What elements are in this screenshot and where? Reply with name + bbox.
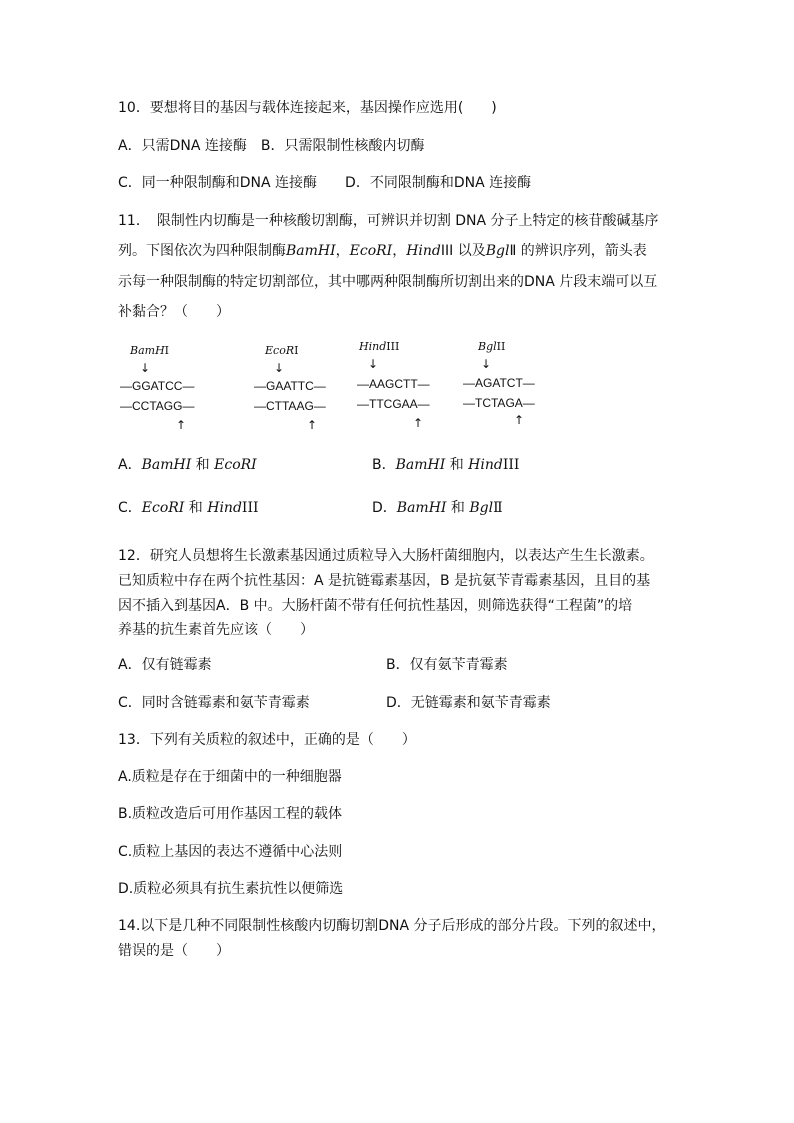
q10-stem: 10．要想将目的基因与载体连接起来，基因操作应选用( ) xyxy=(118,100,497,116)
q11-hind-name: Hind xyxy=(406,243,441,259)
q13-option-c: C.质粒上基因的表达不遵循中心法则 xyxy=(118,844,343,860)
sequence-bottom-bglii: —TCTAGA— xyxy=(463,396,535,410)
q13-stem: 13．下列有关质粒的叙述中，正确的是（ ） xyxy=(118,732,416,748)
q11-option-b: B．BamHI 和 HindIII xyxy=(372,457,520,473)
sequence-bottom-bamhi: —CCTAGG— xyxy=(120,399,195,413)
q12-line-1: 12．研究人员想将生长激素基因通过质粒导入大肠杆菌细胞内，以表达产生生长激素。 xyxy=(118,548,654,564)
cut-arrow-up-icon: ↑ xyxy=(413,416,424,430)
enzyme-label-hindiii: HindIII xyxy=(359,340,400,353)
q11-bgl-name: Bgl xyxy=(485,243,510,259)
cut-arrow-down-icon: ↓ xyxy=(274,361,285,375)
q12-line-3: 因不插入到基因A．B 中。大肠杆菌不带有任何抗性基因，则筛选获得“工程菌”的培 xyxy=(118,598,633,614)
cut-arrow-down-icon: ↓ xyxy=(481,357,492,371)
sequence-bottom-hindiii: —TTCGAA— xyxy=(357,397,430,411)
cut-arrow-down-icon: ↓ xyxy=(140,361,151,375)
q14-line-1: 14.以下是几种不同限制性核酸内切酶切割DNA 分子后形成的部分片段。下列的叙述中， xyxy=(118,918,666,934)
cut-arrow-up-icon: ↑ xyxy=(514,413,525,427)
q11-line2-text-e: Ⅱ 的辨识序列，箭头表 xyxy=(509,243,647,259)
q11-ecori-name: EcoRI xyxy=(349,243,393,259)
cut-arrow-up-icon: ↑ xyxy=(307,418,318,432)
q13-option-a: A.质粒是存在于细菌中的一种细胞器 xyxy=(118,769,342,785)
q12-option-a: A．仅有链霉素 xyxy=(118,657,212,673)
q11-line-2 xyxy=(118,241,647,261)
cut-arrow-up-icon: ↑ xyxy=(176,418,187,432)
q12-option-c: C．同时含链霉素和氨苄青霉素 xyxy=(118,695,310,711)
q13-option-d: D.质粒必须具有抗生素抗性以便筛选 xyxy=(118,881,344,897)
q11-line2-comma-2: ， xyxy=(392,243,407,259)
q11-bamhi-name: BamHI xyxy=(286,243,336,259)
q11-option-a: A．BamHI 和 EcoRI xyxy=(118,457,257,473)
sequence-top-ecori: —GAATTC— xyxy=(254,379,326,393)
enzyme-label-bglii: BglII xyxy=(478,340,506,353)
sequence-top-bglii: —AGATCT— xyxy=(463,376,535,390)
sequence-top-hindiii: —AAGCTT— xyxy=(357,377,430,391)
q10-options-cd: C．同一种限制酶和DNA 连接酶 D．不同限制酶和DNA 连接酶 xyxy=(118,175,532,191)
q11-option-c: C．EcoRI 和 HindIII xyxy=(118,500,259,516)
q11-line2-text-d: III 以及 xyxy=(440,243,486,259)
q12-option-d: D．无链霉素和氨苄青霉素 xyxy=(386,695,551,711)
q11-line2-comma-1: ， xyxy=(335,243,350,259)
q11-option-d: D．BamHI 和 BglⅡ xyxy=(372,500,503,516)
q11-line2-text-a: 列。下图依次为四种限制酶 xyxy=(118,243,286,259)
q10-options-ab: A．只需DNA 连接酶 B．只需限制性核酸内切酶 xyxy=(118,138,425,154)
q14-line-2: 错误的是（ ） xyxy=(118,943,230,959)
q12-line-4: 养基的抗生素首先应该（ ） xyxy=(118,622,314,638)
q11-line-4: 补黏合？（ ） xyxy=(118,304,230,320)
q12-option-b: B．仅有氨苄青霉素 xyxy=(386,657,508,673)
enzyme-label-ecori: EcoRⅠ xyxy=(265,344,299,357)
q12-line-2: 已知质粒中存在两个抗性基因：A 是抗链霉素基因，B 是抗氨苄青霉素基因，且目的基 xyxy=(118,573,651,589)
q11-line-3: 示每一种限制酶的特定切割部位，其中哪两种限制酶所切割出来的DNA 片段末端可以互 xyxy=(118,274,658,290)
enzyme-label-bamhi: BamHⅠ xyxy=(130,344,170,357)
q11-line-1: 11． 限制性内切酶是一种核酸切割酶，可辨识并切割 DNA 分子上特定的核苷酸碱基序 xyxy=(118,213,659,229)
q13-option-b: B.质粒改造后可用作基因工程的载体 xyxy=(118,806,343,822)
sequence-top-bamhi: —GGATCC— xyxy=(120,379,195,393)
cut-arrow-down-icon: ↓ xyxy=(368,357,379,371)
sequence-bottom-ecori: —CTTAAG— xyxy=(254,399,326,413)
